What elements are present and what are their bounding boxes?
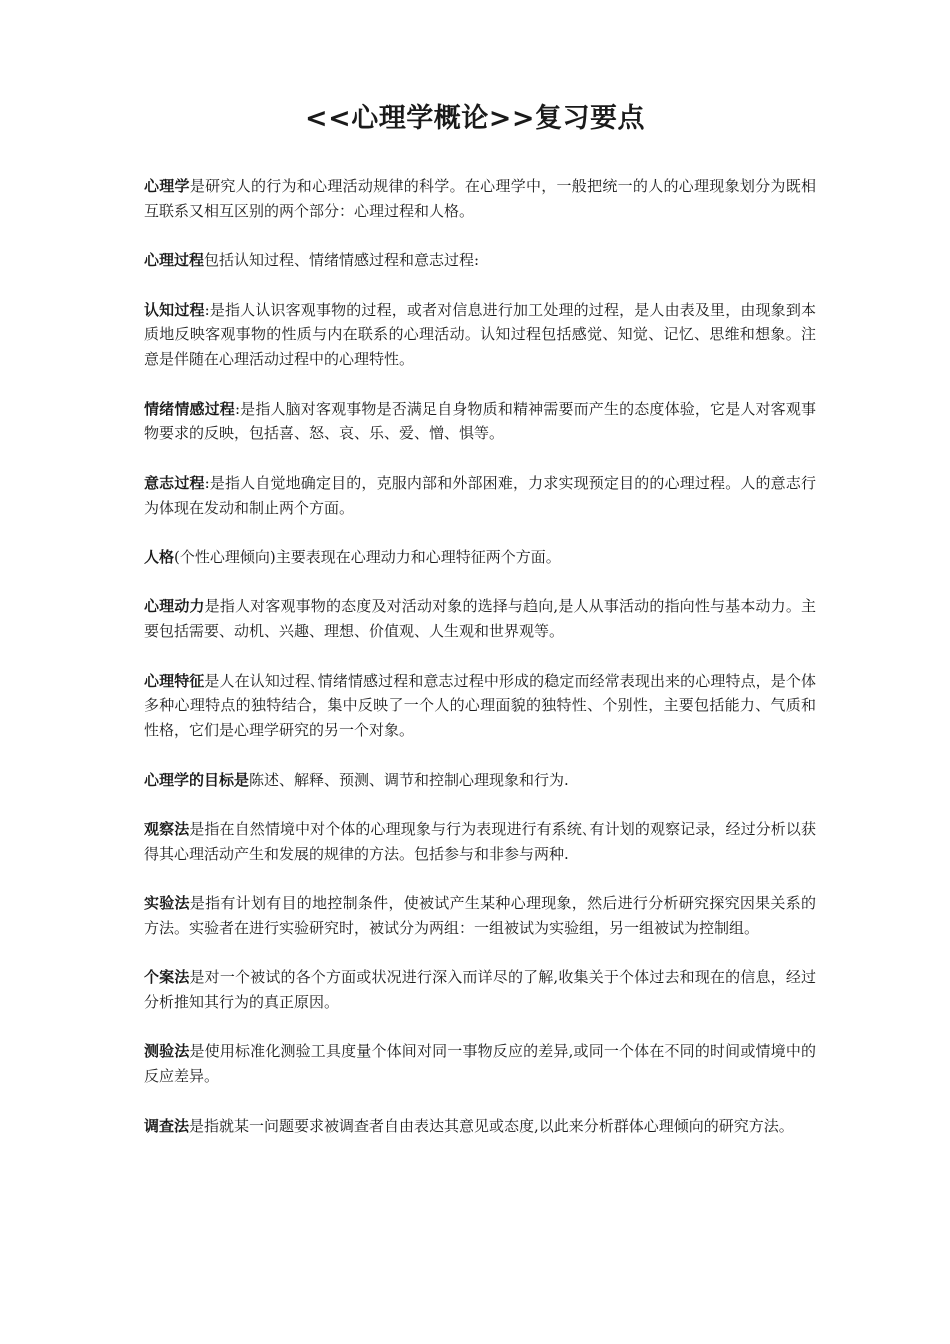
term: 心理过程 — [144, 251, 205, 270]
paragraph-mental-process — [144, 248, 816, 273]
paragraph-emotion-process — [144, 397, 816, 447]
paragraph-mental-characteristics — [144, 669, 816, 743]
definition: 是使用标准化测验工具度量个体间对同一事物反应的差异,或同一个体在不同的时间或情境中的反应差异。 — [144, 1042, 816, 1086]
paragraph-psychology — [144, 174, 816, 224]
paragraph-personality — [144, 545, 816, 570]
term: 情绪情感过程 — [144, 399, 235, 418]
paragraph-survey-method — [144, 1114, 816, 1139]
paragraph-experiment-method — [144, 891, 816, 941]
definition: 是指有计划有目的地控制条件，使被试产生某种心理现象，然后进行分析研究探究因果关系的方法。实验者在进行实验研究时，被试分为两组：一组被试为实验组，另一组被试为控制组。 — [144, 894, 816, 937]
term: 人格 — [144, 547, 175, 566]
definition: (个性心理倾向)主要表现在心理动力和心理特征两个方面。 — [174, 547, 561, 566]
term: 实验法 — [144, 894, 190, 913]
definition: 是指在自然情境中对个体的心理现象与行为表现进行有系统､有计划的观察记录，经过分析以获得其心理活动产生和发展的规律的方法。包括参与和非参与两种. — [144, 819, 816, 863]
document-body — [144, 174, 816, 1163]
term: 调查法 — [144, 1116, 190, 1135]
document-title: <<心理学概论>>复习要点 — [305, 103, 645, 134]
paragraph-will-process — [144, 471, 816, 521]
term: 心理学的目标是 — [144, 770, 250, 789]
definition: :是指人自觉地确定目的，克服内部和外部困难，力求实现预定目的的心理过程。人的意志行为体现在发动和制止两个方面。 — [144, 473, 816, 517]
definition: 是人在认知过程､情绪情感过程和意志过程中形成的稳定而经常表现出来的心理特点，是个体多种心理特点的独特结合，集中反映了一个人的心理面貌的独特性、个别性，主要包括能力、气质和性格，它们是心理学研究的另一个对象。 — [144, 671, 816, 740]
definition: 陈述、解释、预测、调节和控制心理现象和行为. — [249, 770, 569, 789]
term: 心理特征 — [144, 671, 205, 690]
term: 心理动力 — [144, 597, 205, 616]
definition: 是对一个被试的各个方面或状况进行深入而详尽的了解,收集关于个体过去和现在的信息，经过分析推知其行为的真正原因。 — [144, 968, 816, 1012]
definition: 包括认知过程、情绪情感过程和意志过程: — [204, 251, 480, 270]
definition: :是指人脑对客观事物是否满足自身物质和精神需要而产生的态度体验，它是人对客观事物要求的反映，包括喜、怒、哀、乐、爱、憎、惧等。 — [144, 399, 816, 443]
paragraph-test-method — [144, 1039, 816, 1089]
paragraph-case-method — [144, 965, 816, 1015]
term: 认知过程 — [144, 300, 205, 319]
term: 个案法 — [144, 968, 190, 987]
paragraph-mental-dynamics — [144, 594, 816, 644]
term: 心理学 — [144, 177, 190, 195]
paragraph-cognitive-process — [144, 298, 816, 372]
paragraph-psychology-goals — [144, 768, 816, 793]
definition: :是指人认识客观事物的过程，或者对信息进行加工处理的过程，是人由表及里，由现象到本质地反映客观事物的性质与内在联系的心理活动。认知过程包括感觉、知觉、记忆、思维和想象。注意是伴随在心理活动过程中的心理特性。 — [144, 300, 816, 369]
definition: 是研究人的行为和心理活动规律的科学。在心理学中，一般把统一的人的心理现象划分为既相互联系又相互区别的两个部分：心理过程和人格。 — [144, 177, 816, 220]
term: 测验法 — [144, 1042, 190, 1061]
definition: 是指就某一问题要求被调查者自由表达其意见或态度,以此来分析群体心理倾向的研究方法。 — [189, 1116, 794, 1135]
paragraph-observation-method — [144, 817, 816, 867]
definition: 是指人对客观事物的态度及对活动对象的选择与趋向,是人从事活动的指向性与基本动力。主要包括需要、动机、兴趣、理想、价值观、人生观和世界观等。 — [144, 597, 816, 641]
term: 观察法 — [144, 819, 190, 838]
term: 意志过程 — [144, 473, 205, 492]
